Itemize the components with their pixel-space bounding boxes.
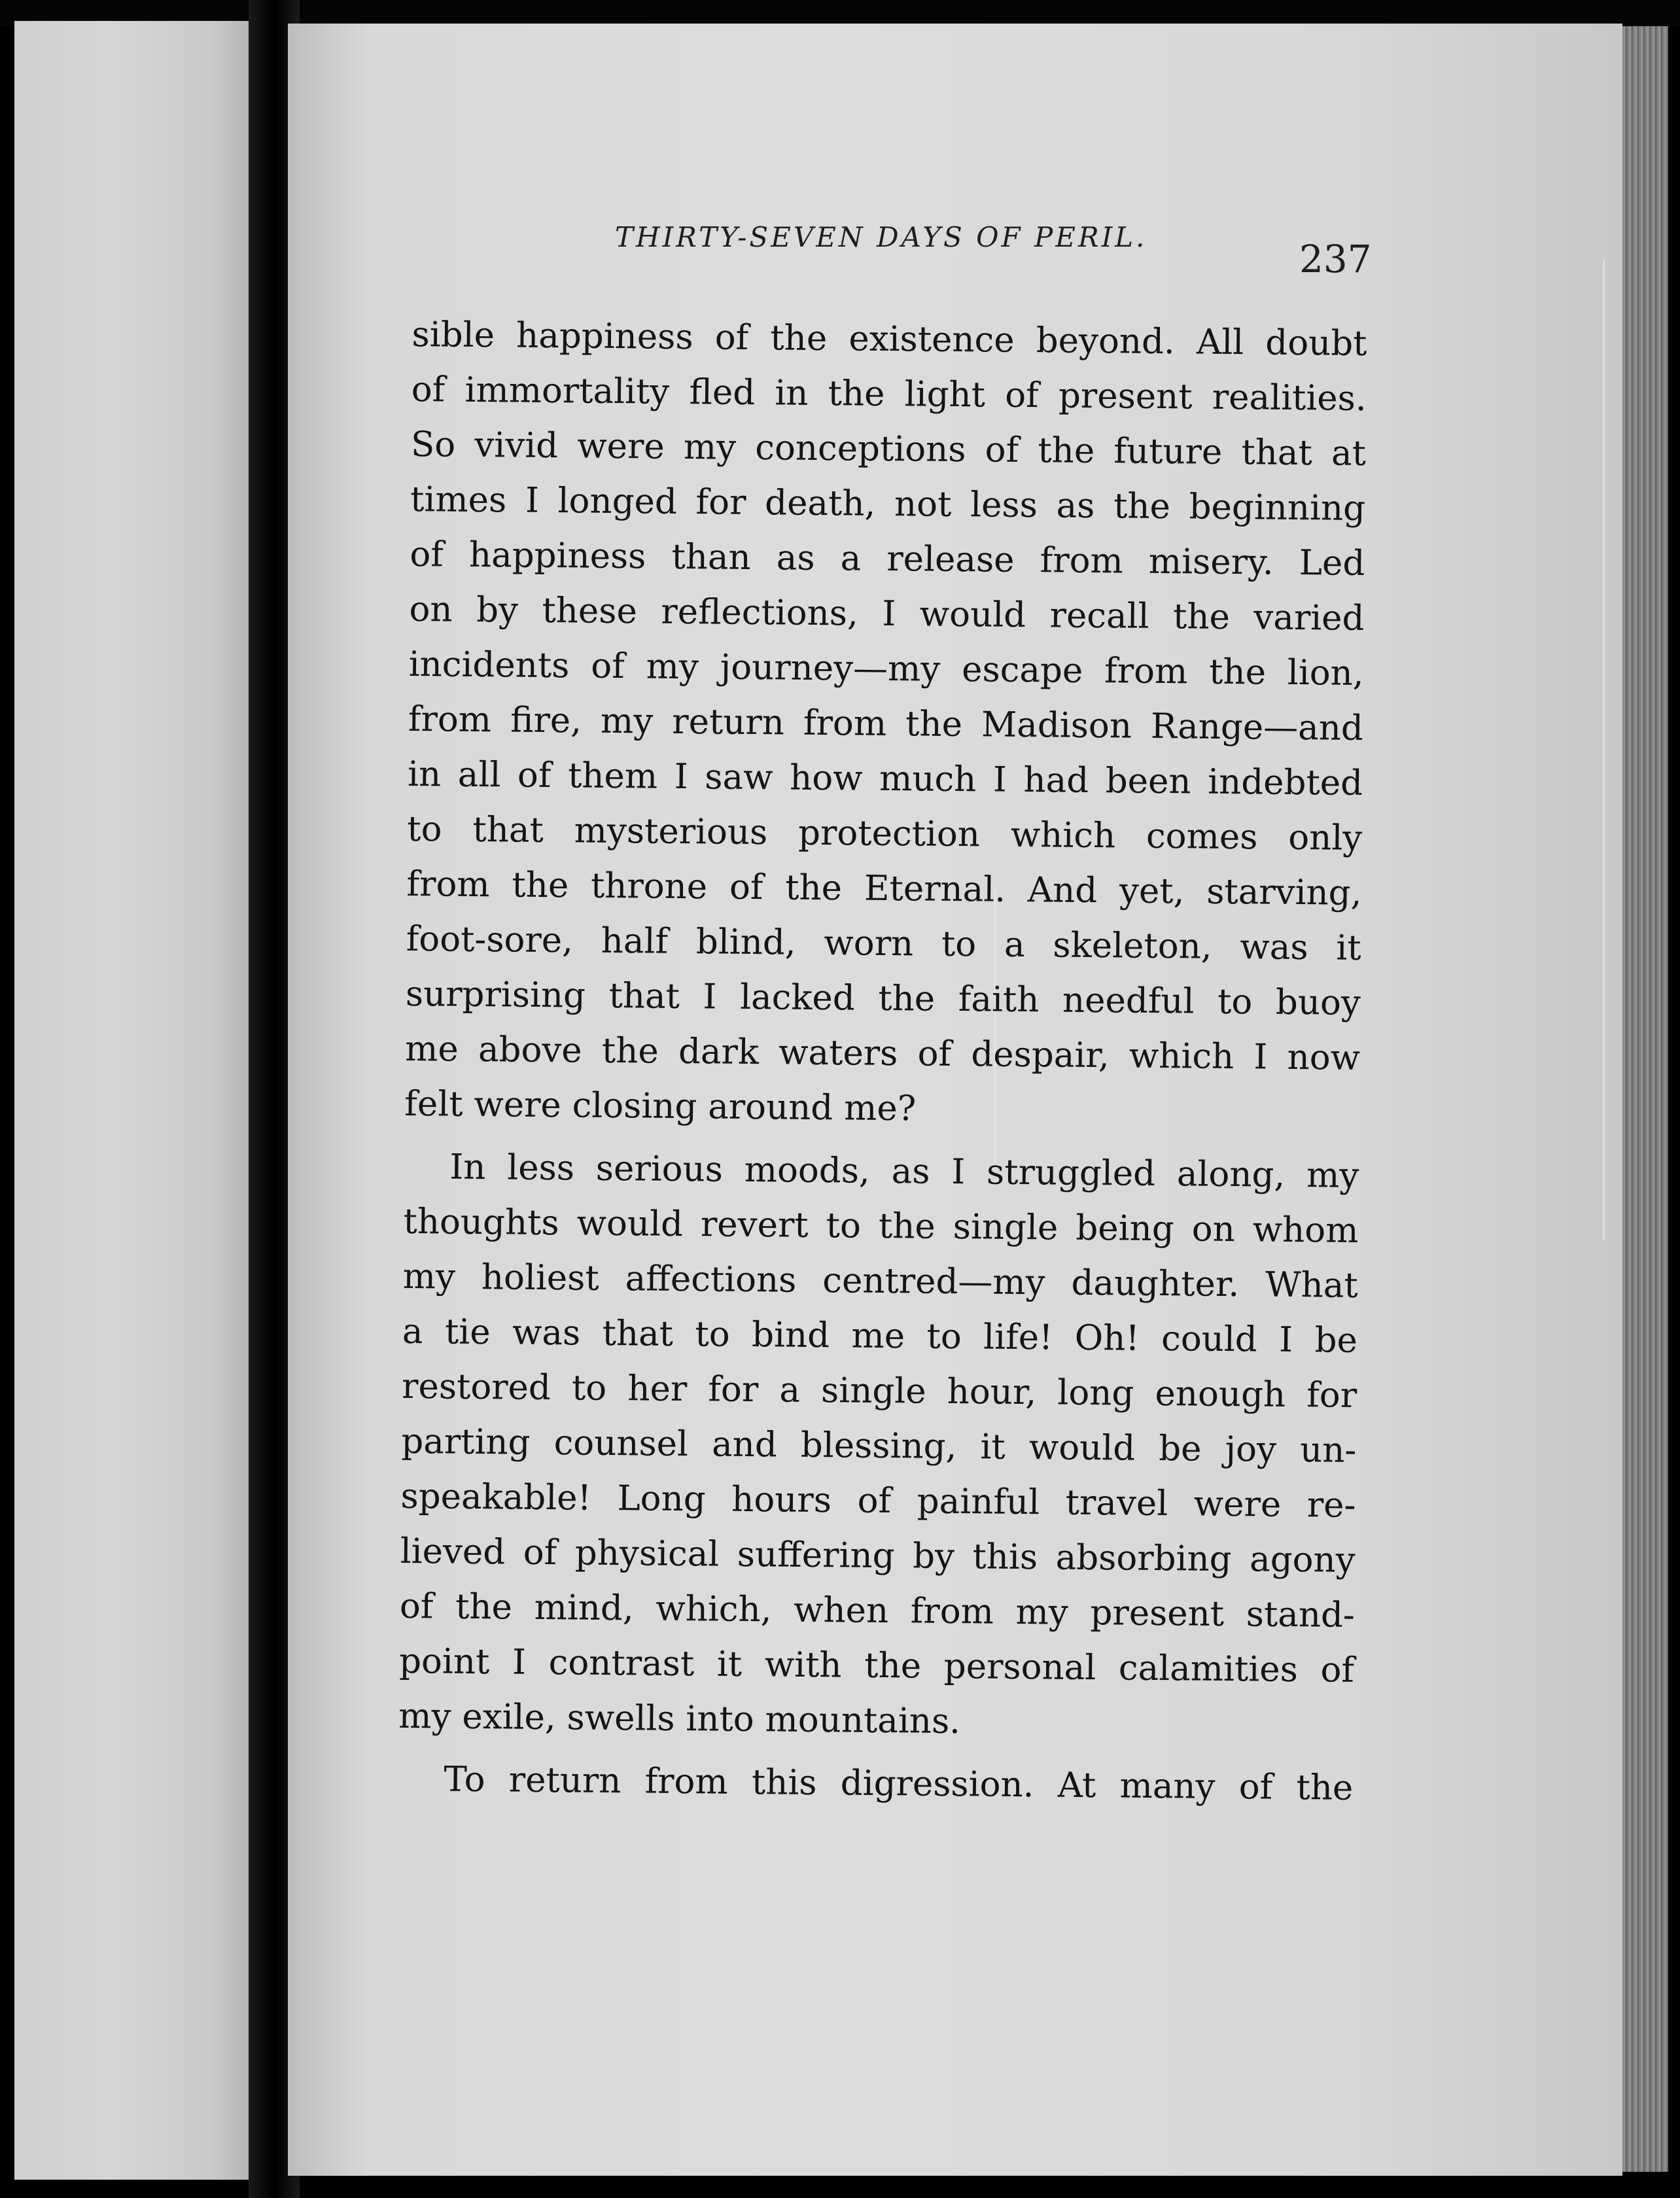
text-line: a tie was that to bind me to life! Oh! could I be	[402, 1311, 1358, 1361]
text-line: from fire, my return from the Madison Range—and	[408, 699, 1364, 748]
text-line: sible happiness of the existence beyond. All doubt	[411, 314, 1367, 364]
text-line: me above the dark waters of despair, which I now	[404, 1028, 1361, 1078]
text-line: restored to her for a single hour, long enough for	[401, 1366, 1357, 1416]
left-page	[14, 21, 249, 2180]
page-number: 237	[1299, 237, 1372, 281]
text-line: incidents of my journey—my escape from the lion,	[408, 644, 1364, 693]
text-line: lieved of physical suffering by this absorbing agony	[400, 1531, 1356, 1580]
text-line: To return from this digression. At many of the	[444, 1759, 1354, 1808]
text-line: parting counsel and blessing, it would be joy un-	[401, 1421, 1357, 1471]
text-line: of happiness than as a release from misery. Led	[410, 534, 1365, 584]
text-line: to that mysterious protection which comes only	[407, 809, 1363, 858]
text-line: point I contrast it with the personal calamities of	[398, 1641, 1355, 1690]
text-line: times I longed for death, not less as the beginning	[410, 479, 1366, 529]
text-line: surprising that I lacked the faith needful to buoy	[405, 973, 1361, 1023]
text-line: thoughts would revert to the single being on whom	[403, 1201, 1359, 1251]
text-line: felt were closing around me?	[404, 1083, 917, 1129]
text-line: foot-sore, half blind, worn to a skeleton, was it	[406, 918, 1361, 968]
text-line: from the throne of the Eternal. And yet, starving,	[406, 864, 1362, 913]
text-line: of the mind, which, when from my present stand-	[399, 1586, 1356, 1635]
text-line: In less serious moods, as I struggled along, my	[449, 1147, 1359, 1196]
text-line: my exile, swells into mountains.	[398, 1696, 961, 1742]
page-edges	[1622, 26, 1668, 2172]
text-line: on by these reflections, I would recall the varied	[409, 589, 1365, 638]
text-line: in all of them I saw how much I had been indebted	[407, 754, 1363, 803]
text-line: my holiest affections centred—my daughter. What	[402, 1256, 1359, 1306]
text-line: speakable! Long hours of painful travel were re-	[400, 1476, 1356, 1526]
film-scratch	[1603, 259, 1605, 1240]
running-head: THIRTY-SEVEN DAYS OF PERIL.	[615, 221, 1147, 253]
text-line: So vivid were my conceptions of the future that at	[410, 424, 1367, 474]
text-line: of immortality fled in the light of present realities.	[411, 369, 1367, 419]
